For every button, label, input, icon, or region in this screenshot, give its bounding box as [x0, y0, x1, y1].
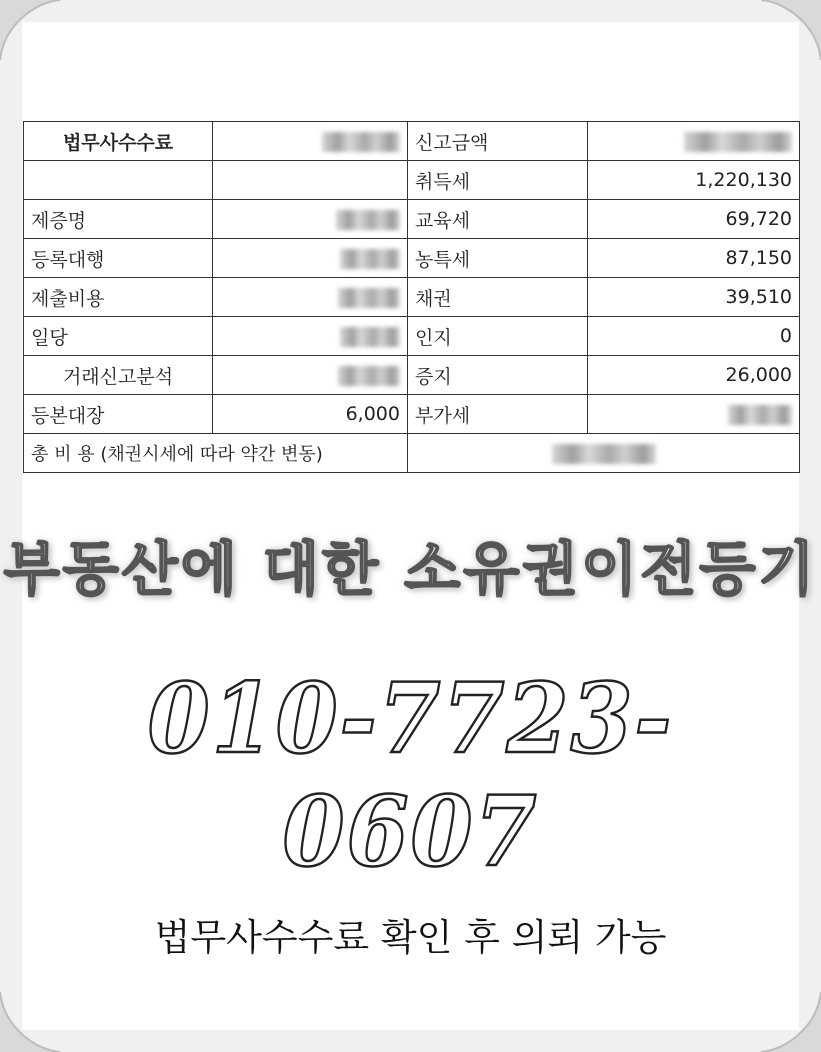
redacted-value [338, 288, 400, 308]
acquisition-tax-label: 취득세 [408, 161, 588, 200]
bond-label: 채권 [408, 278, 588, 317]
register-copy-label: 등본대장 [24, 395, 213, 434]
education-tax-label: 교육세 [408, 200, 588, 239]
daily-fee-label: 일당 [24, 317, 213, 356]
fee-table [23, 121, 800, 473]
redacted-value [338, 366, 400, 386]
total-cost-value [408, 434, 800, 473]
headline-title: 부동산에 대한 소유권이전등기 [3, 535, 818, 603]
submission-cost-label: 제출비용 [24, 278, 213, 317]
submission-cost-value [213, 278, 408, 317]
table-row [24, 395, 800, 434]
table-row [24, 356, 800, 395]
daily-fee-value [213, 317, 408, 356]
table-row [24, 161, 800, 200]
certificate-value [213, 200, 408, 239]
empty-value [213, 161, 408, 200]
table-row [24, 200, 800, 239]
stamp-duty-value: 0 [588, 317, 800, 356]
education-tax-value: 69,720 [588, 200, 800, 239]
transaction-report-label: 거래신고분석 [24, 356, 213, 395]
registration-agency-value [213, 239, 408, 278]
declared-amount-value [588, 122, 800, 161]
revenue-stamp-value: 26,000 [588, 356, 800, 395]
stamp-duty-label: 인지 [408, 317, 588, 356]
redacted-value [340, 249, 400, 269]
legal-fee-value [213, 122, 408, 161]
special-rural-tax-value: 87,150 [588, 239, 800, 278]
redacted-value [336, 210, 400, 230]
footer-note: 법무사수수료 확인 후 의뢰 가능 [154, 916, 667, 959]
table-row [24, 434, 800, 473]
table-row [24, 317, 800, 356]
table-row [24, 239, 800, 278]
certificate-label: 제증명 [24, 200, 213, 239]
page-curl-bottom-right [761, 992, 821, 1052]
table-row [24, 278, 800, 317]
declared-amount-label: 신고금액 [408, 122, 588, 161]
redacted-value [684, 132, 792, 152]
empty-label [24, 161, 213, 200]
acquisition-tax-value: 1,220,130 [588, 161, 800, 200]
redacted-value [322, 132, 400, 152]
table-row [24, 122, 800, 161]
redacted-value [728, 405, 792, 425]
special-rural-tax-label: 농특세 [408, 239, 588, 278]
page-curl-top-left [0, 0, 60, 60]
vat-value [588, 395, 800, 434]
redacted-value [552, 444, 656, 464]
total-cost-label: 총 비 용 (채권시세에 따라 약간 변동) [24, 434, 408, 473]
vat-label: 부가세 [408, 395, 588, 434]
page-curl-top-right [761, 0, 821, 60]
transaction-report-value [213, 356, 408, 395]
page-curl-bottom-left [0, 992, 60, 1052]
phone-number: 010-7723-0607 [147, 662, 674, 888]
register-copy-value: 6,000 [213, 395, 408, 434]
revenue-stamp-label: 증지 [408, 356, 588, 395]
redacted-value [340, 327, 400, 347]
legal-fee-label: 법무사수수료 [24, 122, 213, 161]
bond-value: 39,510 [588, 278, 800, 317]
registration-agency-label: 등록대행 [24, 239, 213, 278]
